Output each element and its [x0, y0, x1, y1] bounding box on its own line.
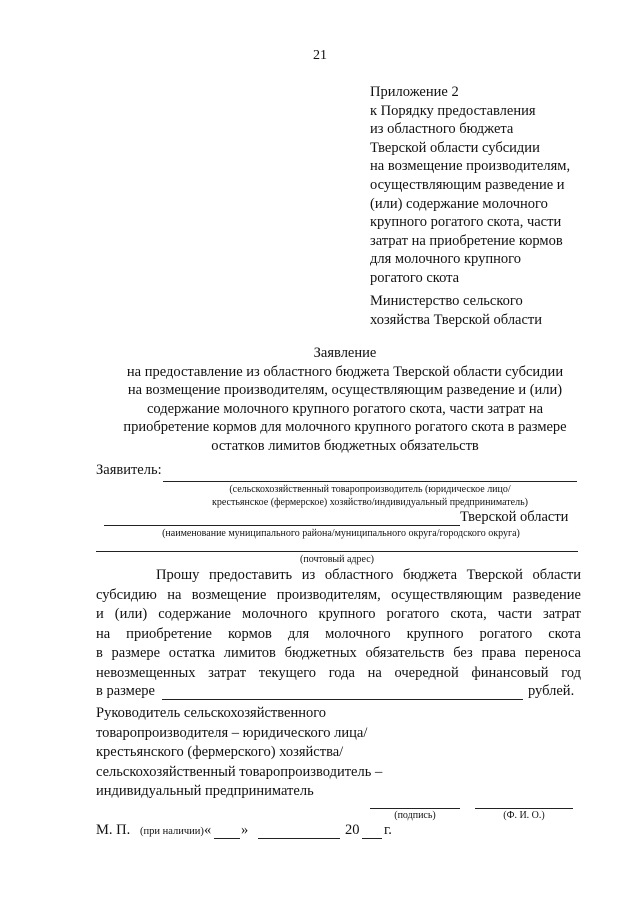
address-field[interactable]: [96, 551, 578, 552]
year-field[interactable]: [362, 838, 382, 839]
addressee-block: [370, 292, 542, 329]
title-heading: Заявление: [313, 345, 377, 361]
day-field[interactable]: [214, 838, 240, 839]
request-line: невозмещенных затрат текущего года на очередной финансовый год: [96, 664, 581, 681]
quote-open: «: [204, 822, 212, 838]
signatory-line: товаропроизводителя – юридического лица/: [96, 724, 368, 741]
appendix-line: рогатого скота: [370, 269, 460, 286]
region-hint: (наименование муниципального района/муниципального округа/городского округа): [162, 528, 520, 539]
addressee-line: хозяйства Тверской области: [370, 311, 543, 328]
applicant-hint-1: (сельскохозяйственный товаропроизводитель (юридическое лицо/: [229, 484, 511, 495]
appendix-line: (или) содержание молочного: [370, 195, 548, 212]
request-paragraph: [96, 566, 581, 683]
region-suffix: Тверской области: [460, 509, 569, 525]
signatory-line: крестьянского (фермерского) хозяйства/: [96, 744, 344, 760]
request-line: и (или) содержание молочного крупного рогатого скота, части затрат: [96, 606, 581, 622]
signatory-block: [96, 704, 382, 802]
applicant-field[interactable]: [163, 481, 577, 482]
year-suffix: г.: [384, 822, 392, 838]
year-prefix: 20: [345, 822, 360, 838]
request-line: субсидию на возмещение производителям, осуществляющим разведение: [96, 586, 581, 603]
appendix-line: для молочного крупного: [370, 251, 521, 268]
signature-hint: (подпись): [394, 810, 436, 821]
request-line: в размере остатка лимитов бюджетных обязательств без права переноса: [96, 645, 581, 661]
appendix-line: Приложение 2: [370, 84, 459, 100]
address-hint: (почтовый адрес): [300, 554, 374, 565]
quote-close: »: [241, 822, 249, 838]
signatory-line: Руководитель сельскохозяйственного: [96, 705, 327, 721]
amount-label: в размере: [96, 683, 155, 699]
appendix-line: из областного бюджета: [370, 121, 514, 138]
region-field[interactable]: [104, 525, 460, 526]
amount-unit: рублей.: [528, 683, 575, 699]
signatory-line: сельскохозяйственный товаропроизводитель –: [96, 763, 383, 780]
amount-field[interactable]: [162, 699, 523, 700]
title-line: остатков лимитов бюджетных обязательств: [211, 437, 479, 454]
document-title: [60, 344, 630, 456]
page-number: 21: [313, 48, 327, 63]
title-line: на предоставление из областного бюджета Тверской области субсидии: [126, 363, 564, 380]
request-line: Прошу предоставить из областного бюджета Тверской области: [156, 567, 581, 583]
month-field[interactable]: [258, 838, 340, 839]
applicant-label: Заявитель:: [96, 462, 162, 478]
appendix-line: Тверской области субсидии: [370, 139, 540, 156]
signatory-line: индивидуальный предприниматель: [96, 783, 314, 799]
title-line: на возмещение производителям, осуществляющим разведение и (или): [127, 382, 563, 399]
title-line: приобретение кормов для молочного крупного рогатого скота в размере: [123, 419, 567, 436]
appendix-line: к Порядку предоставления: [370, 102, 536, 119]
name-hint: (Ф. И. О.): [503, 810, 545, 821]
applicant-hint-2: крестьянское (фермерское) хозяйство/индивидуальный предприниматель): [212, 497, 528, 508]
appendix-line: затрат на приобретение кормов: [370, 232, 563, 249]
request-line: на приобретение кормов для молочного крупного рогатого скота: [96, 625, 581, 642]
addressee-line: Министерство сельского: [370, 293, 523, 309]
title-line: содержание молочного крупного рогатого скота, части затрат на: [146, 400, 544, 417]
appendix-line: осуществляющим разведение и: [370, 176, 565, 193]
appendix-line: на возмещение производителям,: [370, 158, 571, 175]
signature-field[interactable]: [370, 808, 460, 809]
name-field[interactable]: [475, 808, 573, 809]
stamp-mp: М. П.: [96, 822, 131, 838]
stamp-note: (при наличии): [140, 826, 204, 837]
appendix-line: крупного рогатого скота, части: [370, 214, 562, 231]
appendix-block: [370, 83, 570, 288]
